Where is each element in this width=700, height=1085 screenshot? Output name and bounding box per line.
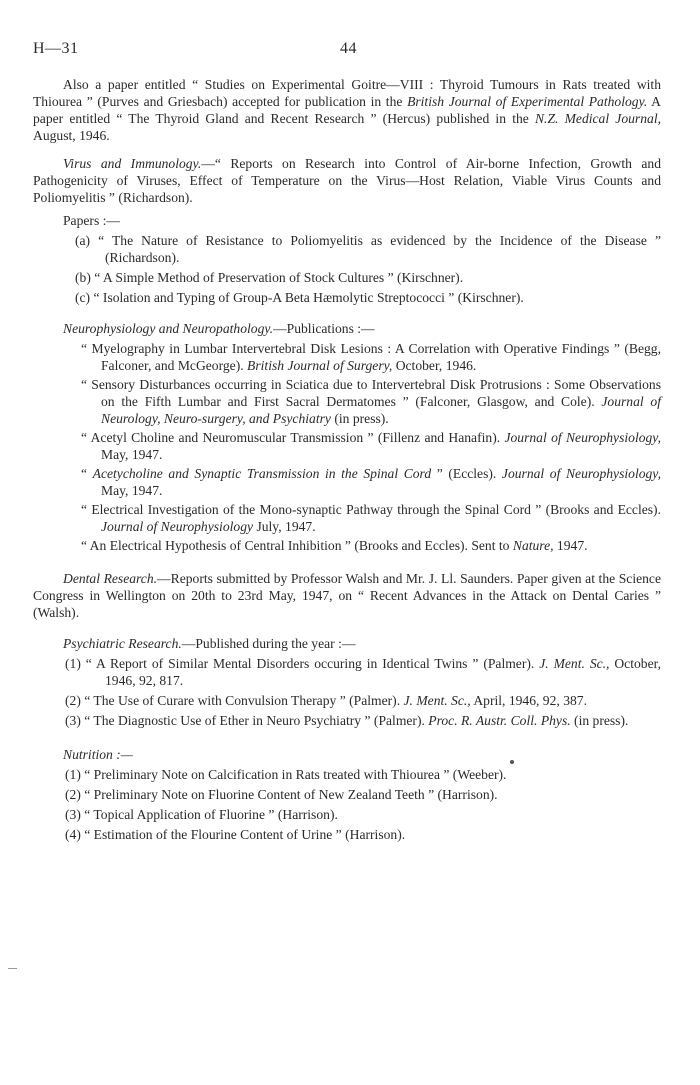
list-item: (a) “ The Nature of Resistance to Poliomyelitis as evidenced by the Incidence of the Disease ” (Richardson). bbox=[75, 233, 661, 265]
citation: “ Myelography in Lumbar Intervertebral Disk Lesions : A Correlation with Operative Findings ” (Begg, Falconer, and McGeorge). British Journal of Surgery, October, 1946. bbox=[81, 341, 661, 373]
papers-label: Papers :— bbox=[63, 213, 121, 228]
list-item: (2) “ Preliminary Note on Fluorine Content of New Zealand Teeth ” (Harrison). bbox=[65, 787, 498, 802]
section-nutrition: Nutrition :— bbox=[63, 747, 133, 762]
list-item: (3) “ Topical Application of Fluorine ” (Harrison). bbox=[65, 807, 338, 822]
page-reference: H—31 bbox=[33, 40, 79, 57]
section-virus-immunology: Virus and Immunology.—“ Reports on Research into Control of Air-borne Infection, Growth and Pathogenicity of Viruses, Effect of Temperature on the Virus—Host Relation, Viable Virus Counts and Poliomyelitis ” (Richardson). bbox=[33, 156, 661, 205]
citation: “ Sensory Disturbances occurring in Sciatica due to Intervertebral Disk Protrusions : Some Observations on the Fifth Lumbar and First Sacral Dermatomes ” (Falconer, Glasgow, and Cole). Journal of Neurology, Neuro-surgery, and Psychiatry (in press). bbox=[81, 377, 661, 426]
ink-speck bbox=[510, 760, 514, 764]
journal-title: N.Z. Medical Journal, bbox=[534, 111, 661, 126]
page-number: 44 bbox=[340, 40, 357, 57]
list-item: (b) “ A Simple Method of Preservation of Stock Cultures ” (Kirschner). bbox=[75, 270, 464, 285]
page-body bbox=[33, 76, 661, 846]
citation: “ Electrical Investigation of the Mono-synaptic Pathway through the Spinal Cord ” (Brooks and Eccles). Journal of Neurophysiology July, 1947. bbox=[81, 502, 661, 534]
citation: “ Acetycholine and Synaptic Transmission in the Spinal Cord ” (Eccles). Journal of Neurophysiology, May, 1947. bbox=[81, 466, 661, 498]
citation: “ Acetyl Choline and Neuromuscular Transmission ” (Fillenz and Hanafin). Journal of Neurophysiology, May, 1947. bbox=[81, 430, 661, 462]
section-heading: Dental Research. bbox=[63, 571, 158, 586]
section-heading: Psychiatric Research. bbox=[63, 636, 182, 651]
paragraph-goitre: Also a paper entitled “ Studies on Experimental Goitre—VIII : Thyroid Tumours in Rats treated with Thiourea ” (Purves and Griesbach) accepted for publication in the British Journal of Experimental Pathology. A paper entitled “ The Thyroid Gland and Recent Research ” (Hercus) published in the N.Z. Medical Journal, August, 1946. bbox=[33, 77, 661, 143]
section-dental-research: Dental Research.—Reports submitted by Professor Walsh and Mr. J. Ll. Saunders. Paper given at the Science Congress in Wellington on 20th to 23rd May, 1947, on “ Recent Advances in the Attack on Dental Caries ” (Walsh). bbox=[33, 571, 661, 620]
list-item: (2) “ The Use of Curare with Convulsion Therapy ” (Palmer). J. Ment. Sc., April, 1946, 92, 387. bbox=[65, 693, 587, 708]
list-item: (3) “ The Diagnostic Use of Ether in Neuro Psychiatry ” (Palmer). Proc. R. Austr. Coll. Phys. (in press). bbox=[65, 713, 629, 728]
list-item: (1) “ Preliminary Note on Calcification in Rats treated with Thiourea ” (Weeber). bbox=[65, 767, 507, 782]
section-heading: Neurophysiology and Neuropathology. bbox=[63, 321, 274, 336]
list-item: (c) “ Isolation and Typing of Group-A Beta Hæmolytic Streptococci ” (Kirschner). bbox=[75, 290, 524, 305]
margin-mark bbox=[8, 968, 17, 969]
list-item: (1) “ A Report of Similar Mental Disorders occuring in Identical Twins ” (Palmer). J. Ment. Sc., October, 1946, 92, 817. bbox=[65, 656, 662, 688]
section-psychiatric-research: Psychiatric Research.—Published during the year :— bbox=[63, 636, 356, 651]
citation: “ An Electrical Hypothesis of Central Inhibition ” (Brooks and Eccles). Sent to Nature, 1947. bbox=[81, 538, 588, 553]
section-neurophysiology: Neurophysiology and Neuropathology.—Publications :— bbox=[63, 321, 375, 336]
list-item: (4) “ Estimation of the Flourine Content of Urine ” (Harrison). bbox=[65, 827, 406, 842]
journal-title: British Journal of Experimental Pathology. bbox=[407, 94, 648, 109]
section-heading: Virus and Immunology. bbox=[63, 156, 202, 171]
